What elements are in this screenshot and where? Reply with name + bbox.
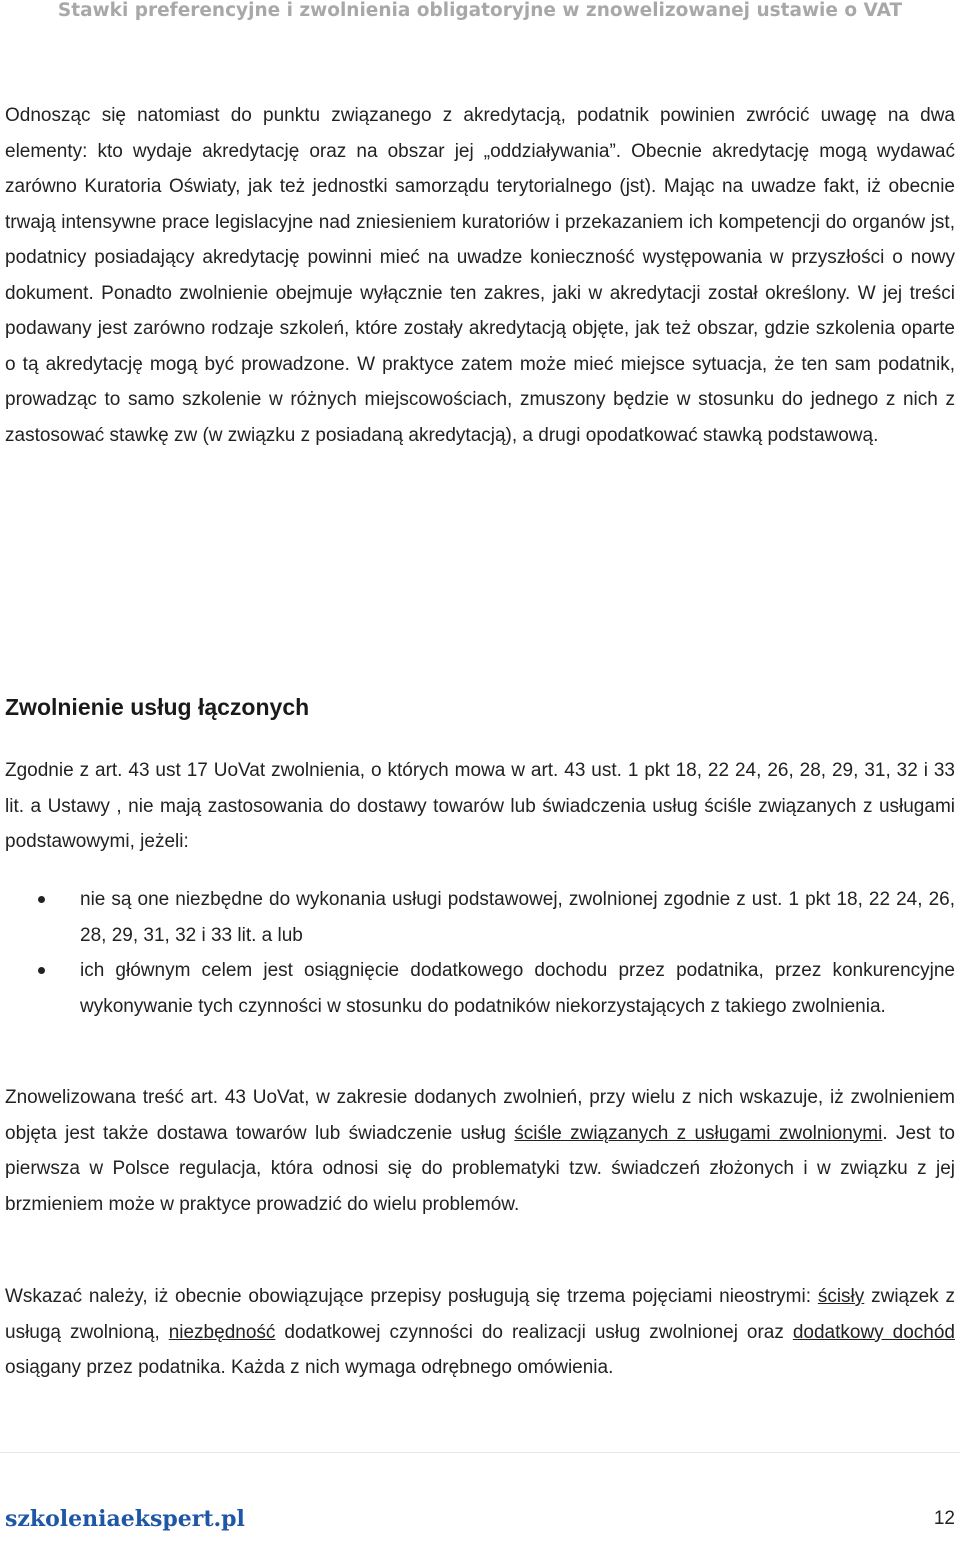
underlined-term: niezbędność <box>168 1321 276 1343</box>
paragraph-text: osiągany przez podatnika. Każda z nich wymaga odrębnego omówienia. <box>5 1357 614 1378</box>
underlined-term: dodatkowy dochód <box>792 1321 955 1343</box>
page-header-title: Stawki preferencyjne i zwolnienia obligatoryjne w znowelizowanej ustawie o VAT <box>57 0 903 21</box>
paragraph-accreditation: Odnosząc się natomiast do punktu związanego z akredytacją, podatnik powinien zwrócić uwagę na dwa elementy: kto wydaje akredytację oraz na obszar jej „oddziaływania”. Obecnie akredytację mogą wydawać zarówno Kuratoria Oświaty, jak też jednostki samorządu terytorialnego (jst). Mając na uwadze fakt, iż obecnie trwają intensywne prace legislacyjne nad zniesieniem kuratoriów i przekazaniem ich kompetencji do organów jst, podatnicy posiadający akredytację powinni mieć na uwadze konieczność występowania w przyszłości o nowy dokument. Ponadto zwolnienie obejmuje wyłącznie ten zakres, jaki w akredytacji został określony. W jej treści podawany jest zarówno rodzaje szkoleń, które zostały akredytacją objęte, jak też obszar, gdzie szkolenia oparte o tą akredytację mogą być prowadzone. W praktyce zatem może mieć miejsce sytuacja, że ten sam podatnik, prowadząc to samo szkolenie w różnych miejscowościach, zmuszony będzie w stosunku do jednego z nich z zastosować stawkę zw (w związku z posiadaną akredytacją), a drugi opodatkować stawką podstawową. <box>5 105 955 446</box>
paragraph-amendment <box>5 1080 955 1222</box>
section-heading: Zwolnienie usług łączonych <box>5 694 310 720</box>
paragraph-amendment-text: Znowelizowana treść art. 43 UoVat, w zakresie dodanych zwolnień, przy wielu z nich wskazuje, iż zwolnieniem objęta jest także dostawa towarów lub świadczenie usług <box>5 1087 955 1144</box>
underlined-term: ściśle związanych z usługami zwolnionymi <box>514 1122 883 1144</box>
footer-divider <box>0 1452 960 1453</box>
bullet-icon <box>38 896 45 903</box>
conditions-list <box>0 882 960 1024</box>
underlined-term: ścisły <box>817 1286 865 1307</box>
bullet-icon <box>38 967 45 974</box>
list-item <box>0 882 955 953</box>
paragraph-text: dodatkowej czynności do realizacji usług zwolnionej oraz <box>275 1321 793 1343</box>
paragraph-vague-terms <box>5 1279 955 1386</box>
page-number: 12 <box>933 1508 955 1529</box>
paragraph-text: związek z usługą zwolnioną, <box>5 1286 955 1343</box>
list-item-text: ich głównym celem jest osiągnięcie dodatkowego dochodu przez podatnika, przez konkurencyjne wykonywanie tych czynności w stosunku do podatników niekorzystających z takiego zwolnienia. <box>80 960 955 1017</box>
section-intro: Zgodnie z art. 43 ust 17 UoVat zwolnienia, o których mowa w art. 43 ust. 1 pkt 18, 22 24, 26, 28, 29, 31, 32 i 33 lit. a Ustawy , nie mają zastosowania do dostawy towarów lub świadczenia usług ściśle związanych z usługami podstawowymi, jeżeli: <box>5 760 955 852</box>
footer-brand-logo[interactable]: szkoleniaekspert.pl <box>5 1506 245 1532</box>
paragraph-amendment-text: . Jest to pierwsza w Polsce regulacja, która odnosi się do problematyki tzw. świadczeń złożonych i w związku z jej brzmieniem może w praktyce prowadzić do wielu problemów. <box>5 1122 955 1215</box>
list-item-text: nie są one niezbędne do wykonania usługi podstawowej, zwolnionej zgodnie z ust. 1 pkt 18, 22 24, 26, 28, 29, 31, 32 i 33 lit. a lub <box>80 889 955 946</box>
paragraph-text: Wskazać należy, iż obecnie obowiązujące przepisy posługują się trzema pojęciami nieostrymi: <box>5 1286 818 1307</box>
list-item <box>0 953 955 1024</box>
